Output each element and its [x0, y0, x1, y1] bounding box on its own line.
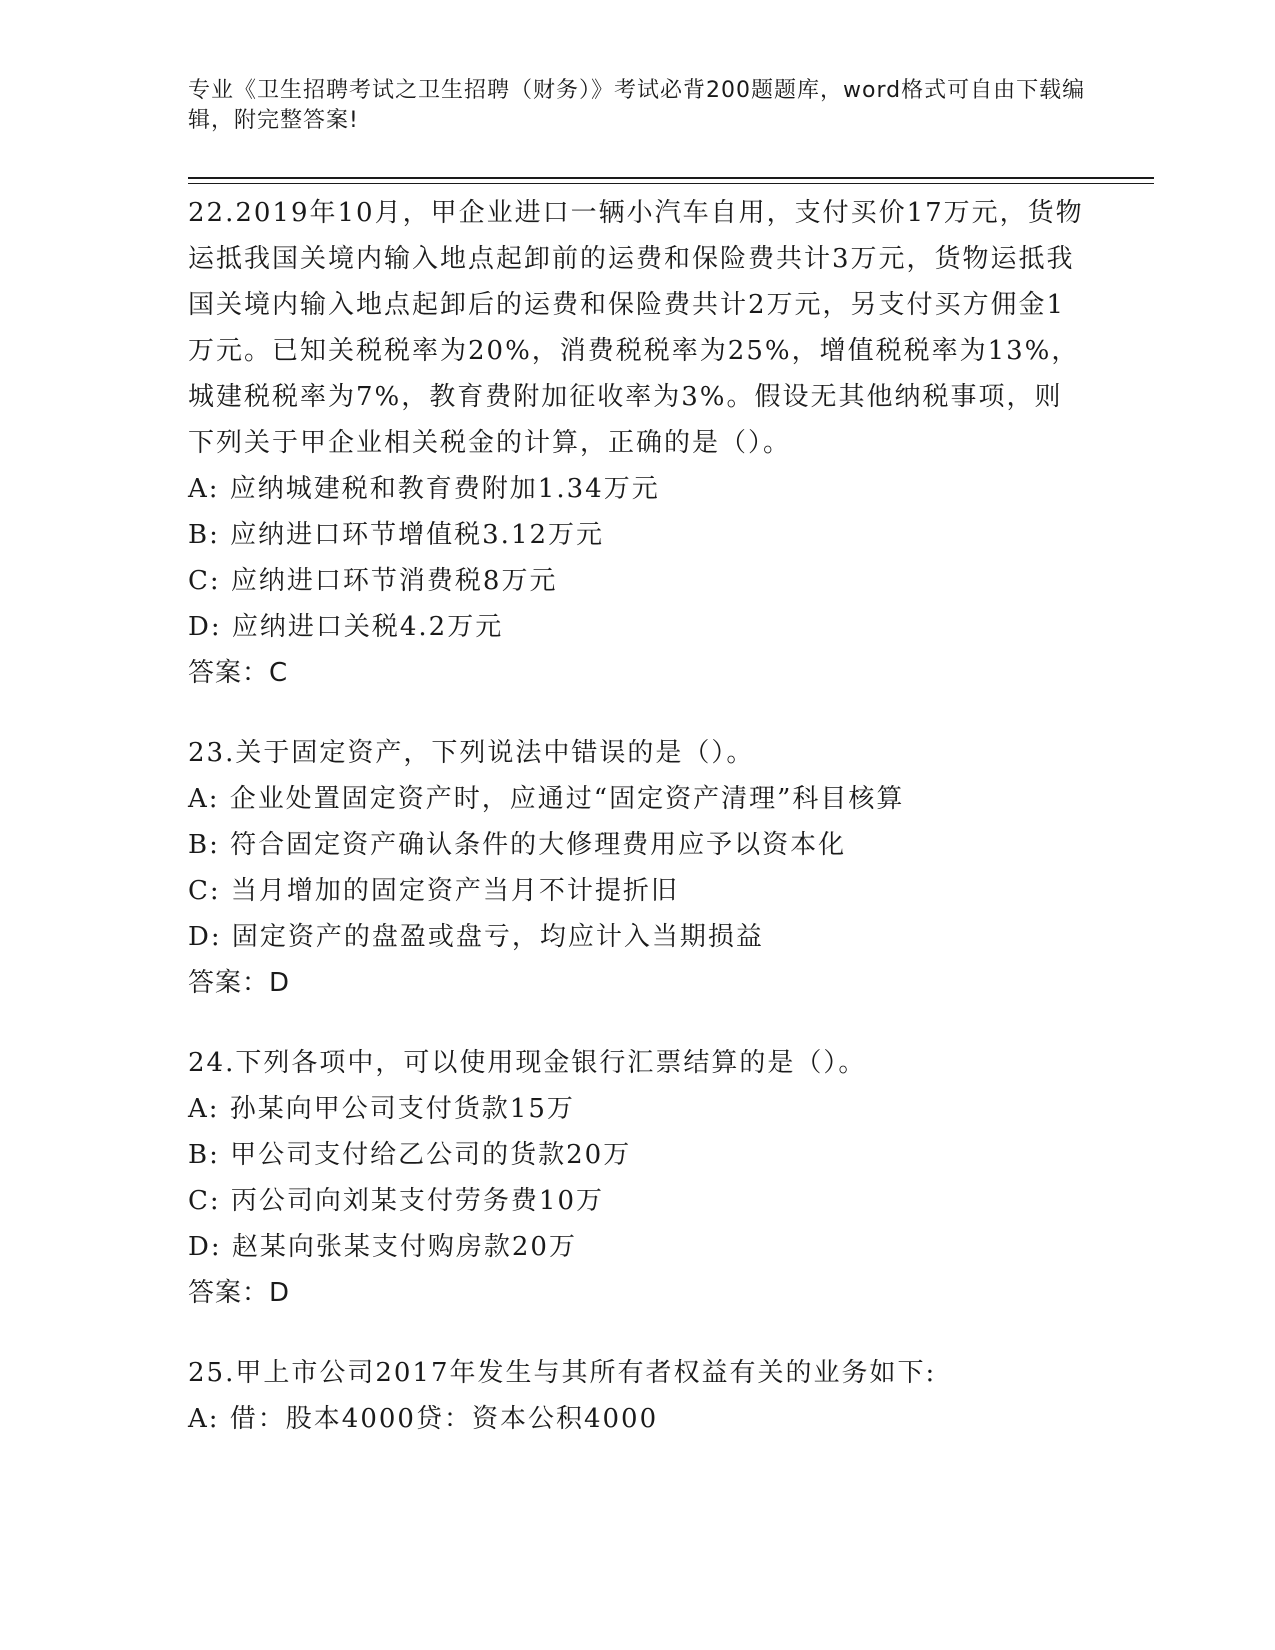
question-25 — [188, 1350, 1088, 1442]
option-a: A: 借：股本4000贷：资本公积4000 — [188, 1404, 659, 1434]
header-divider-thick — [188, 177, 1154, 179]
question-stem: 22.2019年10月，甲企业进口一辆小汽车自用，支付买价17万元，货物运抵我国关境内输入地点起卸前的运费和保险费共计3万元，货物运抵我国关境内输入地点起卸后的运费和保险费共计2万元，另支付买方佣金1万元。已知关税税率为20%，消费税税率为25%，增值税税率为13%，城建税税率为7%，教育费附加征收率为3%。假设无其他纳税事项，则下列关于甲企业相关税金的计算，正确的是（）。 — [188, 198, 1084, 458]
option-c: C: 当月增加的固定资产当月不计提折旧 — [188, 876, 679, 906]
question-22 — [188, 190, 1088, 696]
option-a: A: 孙某向甲公司支付货款15万 — [188, 1094, 575, 1124]
option-b: B: 应纳进口环节增值税3.12万元 — [188, 520, 605, 550]
option-d: D: 固定资产的盘盈或盘亏，均应计入当期损益 — [188, 922, 764, 952]
question-stem: 25.甲上市公司2017年发生与其所有者权益有关的业务如下: — [188, 1358, 937, 1388]
answer-line: 答案：D — [188, 968, 291, 998]
header-divider-thin — [188, 183, 1154, 184]
question-24 — [188, 1040, 1088, 1316]
question-stem: 23.关于固定资产，下列说法中错误的是（）。 — [188, 738, 755, 768]
option-d: D: 赵某向张某支付购房款20万 — [188, 1232, 577, 1262]
option-c: C: 丙公司向刘某支付劳务费10万 — [188, 1186, 605, 1216]
question-23 — [188, 730, 1088, 1006]
option-a: A: 应纳城建税和教育费附加1.34万元 — [188, 474, 660, 504]
question-stem: 24.下列各项中，可以使用现金银行汇票结算的是（）。 — [188, 1048, 867, 1078]
option-b: B: 甲公司支付给乙公司的货款20万 — [188, 1140, 632, 1170]
question-list — [188, 190, 1088, 1476]
answer-line: 答案：D — [188, 1278, 291, 1308]
option-c: C: 应纳进口环节消费税8万元 — [188, 566, 558, 596]
option-a: A: 企业处置固定资产时，应通过“固定资产清理”科目核算 — [188, 784, 905, 814]
document-header: 专业《卫生招聘考试之卫生招聘（财务）》考试必背200题题库，word格式可自由下载编辑，附完整答案! — [188, 78, 1086, 133]
answer-line: 答案：C — [188, 658, 289, 688]
option-b: B: 符合固定资产确认条件的大修理费用应予以资本化 — [188, 830, 847, 860]
option-d: D: 应纳进口关税4.2万元 — [188, 612, 504, 642]
